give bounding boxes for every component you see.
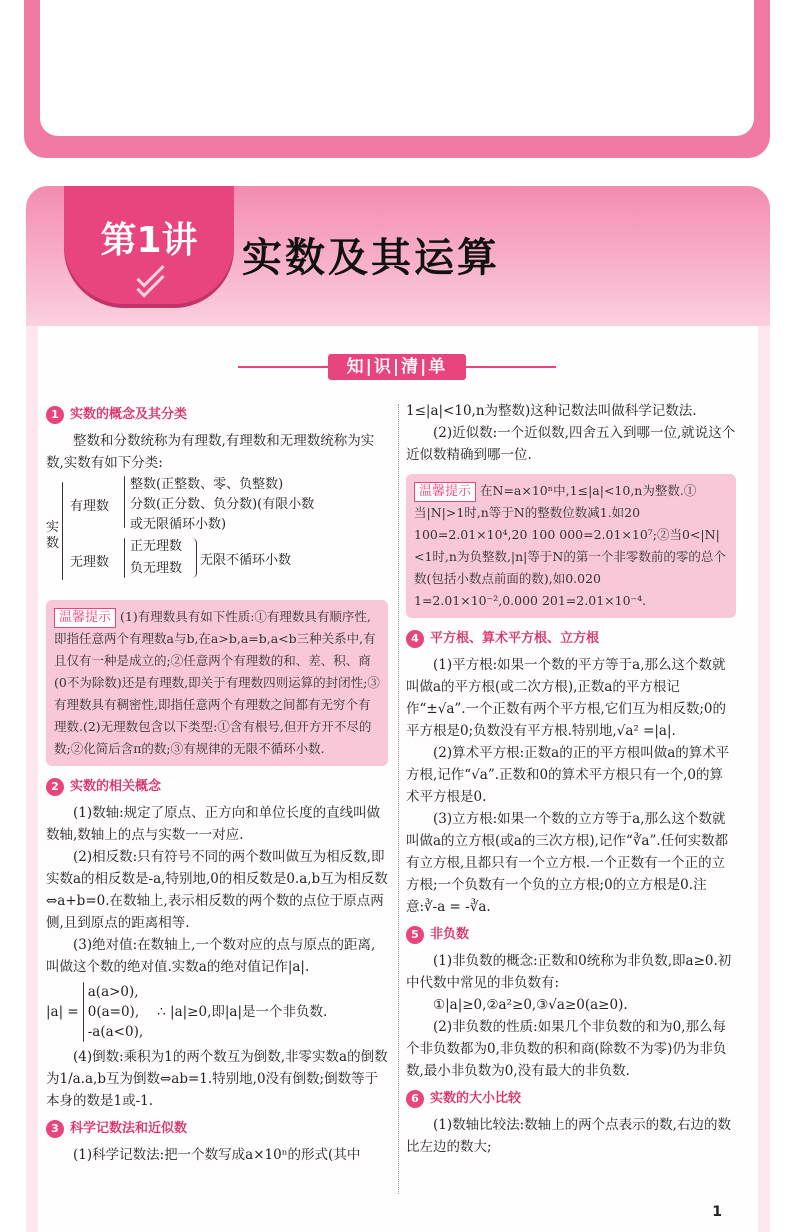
section-number: 3	[46, 1120, 64, 1138]
case: -a(a<0),	[87, 1024, 144, 1040]
tip-box	[46, 600, 388, 766]
tree-irr-pos: 正无理数	[130, 539, 183, 554]
paragraph: (2)近似数:一个近似数,四舍五入到哪一位,就说这个近似数精确到哪一位.	[406, 425, 736, 463]
lecture-title: 实数及其运算	[242, 235, 500, 281]
brace	[124, 538, 125, 578]
tree-fraction: 分数(正分数、负分数)(有限小数	[130, 497, 315, 512]
section-title: 实数的大小比较	[430, 1091, 522, 1106]
section-title: 实数的相关概念	[70, 779, 162, 794]
section-title: 非负数	[430, 927, 470, 942]
page-header	[26, 186, 770, 326]
lecture-tab	[64, 186, 234, 304]
previous-page-inner	[40, 0, 754, 136]
section-heading	[46, 1118, 388, 1140]
lecture-page	[26, 186, 770, 1232]
paragraph: (1)平方根:如果一个数的平方等于a,那么这个数就叫做a的平方根(或二次方根),正数a的平方根记作“±√a”.一个正数有两个平方根,它们互为相反数;0的平方根是0;负数没有平方根.特别地,√a² =|a|.	[406, 657, 726, 739]
tree-irr-neg: 负无理数	[130, 561, 183, 576]
knowledge-list-banner	[238, 354, 556, 380]
section-number: 1	[46, 406, 64, 424]
tree-irr-note: 无限不循环小数	[200, 553, 292, 568]
paragraph: (2)算术平方根:正数a的正的平方根叫做a的算术平方根,记作“√a”.正数和0的算术平方根只有一个,0的算术平方根是0.	[406, 745, 730, 805]
lecture-number: 第1讲	[100, 220, 198, 261]
brace	[124, 476, 125, 528]
paragraph: 1≤|a|<10,n为整数)这种记数法叫做科学记数法.	[406, 403, 697, 419]
tip-box	[406, 474, 736, 618]
paragraph: 整数和分数统称为有理数,有理数和无理数统称为实数,实数有如下分类:	[46, 433, 375, 471]
paragraph: (1)数轴比较法:数轴上的两个点表示的数,右边的数比左边的数大;	[406, 1117, 731, 1155]
formula-lhs: |a| =	[46, 1004, 79, 1020]
absolute-value-formula	[46, 978, 388, 1046]
section-title: 平方根、算术平方根、立方根	[430, 631, 600, 646]
brace	[62, 482, 63, 580]
section-heading	[46, 404, 388, 426]
tip-label: 温馨提示	[54, 608, 116, 628]
paragraph: ①|a|≥0,②a²≥0,③√a≥0(a≥0).	[433, 997, 628, 1013]
paragraph: (2)非负数的性质:如果几个非负数的和为0,那么每个非负数都为0,非负数的积和商(除数不为零)仍为非负数,最小非负数为0,没有最大的非负数.	[406, 1019, 727, 1079]
banner-label: 知|识|清|单	[328, 354, 466, 380]
paragraph: (2)相反数:只有符号不同的两个数叫做互为相反数,即实数a的相反数是-a,特别地,0的相反数是0.a,b互为相反数⇔a+b=0.在数轴上,表示相反数的两个数的点位于原点两侧,且到原点的距离相等.	[46, 849, 388, 931]
tip-label: 温馨提示	[414, 482, 476, 502]
paragraph: (1)非负数的概念:正数和0统称为非负数,即a≥0.初中代数中常见的非负数有:	[406, 953, 732, 991]
section-number: 5	[406, 926, 424, 944]
section-number: 6	[406, 1090, 424, 1108]
brace	[192, 538, 197, 578]
section-heading	[406, 628, 736, 650]
right-column	[406, 400, 736, 1158]
paragraph: (1)数轴:规定了原点、正方向和单位长度的直线叫做数轴,数轴上的点与实数一一对应.	[46, 805, 381, 843]
section-heading	[406, 1088, 736, 1110]
paragraph: (3)绝对值:在数轴上,一个数对应的点与原点的距离,叫做这个数的绝对值.实数a的绝对值记作|a|.	[46, 937, 376, 975]
left-column	[46, 398, 388, 1166]
page-number: 1	[712, 1204, 722, 1220]
tree-rational: 有理数	[70, 499, 110, 514]
tree-fraction-cont: 或无限循环小数)	[130, 517, 227, 532]
tip-text: (1)有理数具有如下性质:①有理数具有顺序性,即指任意两个有理数a与b,在a>b,a=b,a<b三种关系中,有且仅有一种是成立的;②任意两个有理数的和、差、积、商(0不为除数)还是有理数,即关于有理数四则运算的封闭性;③有理数具有稠密性,即指任意两个有理数之间都有无穷个有理数.(2)无理数包含以下类型:①含有根号,但开方开不尽的数;②化简后含π的数;③有规律的无限不循环小数.	[54, 609, 380, 756]
formula-note: ∴ |a|≥0,即|a|是一个非负数.	[157, 1004, 328, 1020]
brace	[83, 982, 84, 1042]
section-heading	[46, 776, 388, 798]
section-number: 2	[46, 778, 64, 796]
paragraph: (4)倒数:乘积为1的两个数互为倒数,非零实数a的倒数为1/a.a,b互为倒数⇔ab=1.特别地,0没有倒数;倒数等于本身的数是1或-1.	[46, 1049, 388, 1109]
previous-page-card	[24, 0, 770, 158]
section-title: 科学记数法和近似数	[70, 1121, 188, 1136]
formula-cases	[88, 982, 143, 1042]
tree-integer: 整数(正整数、零、负整数)	[130, 477, 284, 492]
section-heading	[406, 924, 736, 946]
paragraph: (1)科学记数法:把一个数写成a×10ⁿ的形式(其中	[73, 1147, 361, 1163]
column-divider	[398, 404, 399, 1194]
tree-root: 实数	[46, 520, 60, 551]
tip-text: 在N=a×10ⁿ中,1≤|a|<10,n为整数.①当|N|>1时,n等于N的整数位数减1.如20 100=2.01×10⁴,20 100 000=2.01×10⁷;②当0<|N|<1时,n为负整数,|n|等于N的第一个非零数前的零的总个数(包括小数点前面的数),如0.020 1=2.01×10⁻²,0.000 201=2.01×10⁻⁴.	[414, 483, 726, 608]
section-number: 4	[406, 630, 424, 648]
paragraph: (3)立方根:如果一个数的立方等于a,那么这个数就叫做a的立方根(或a的三次方根),记作“∛a”.任何实数都有立方根,且都只有一个立方根.一个正数有一个正的立方根;一个负数有一个负的立方根;0的立方根是0.注意:∛-a = -∛a.	[406, 811, 729, 915]
case: 0(a=0),	[87, 1004, 140, 1020]
case: a(a>0),	[87, 984, 139, 1000]
real-number-classification	[46, 474, 388, 590]
section-title: 实数的概念及其分类	[70, 407, 188, 422]
tree-irrational: 无理数	[70, 555, 110, 570]
